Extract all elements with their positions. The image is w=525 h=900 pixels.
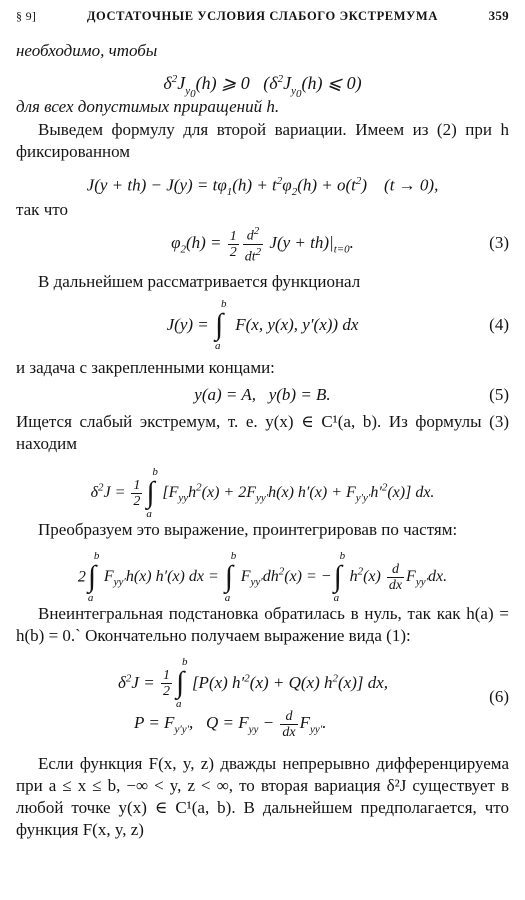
page-number: 359 [488,8,509,23]
equation-6-number: (6) [489,687,509,706]
equation-5: y(a) = A, y(b) = B. (5) [16,381,509,409]
running-title: ДОСТАТОЧНЫЕ УСЛОВИЯ СЛАБОГО ЭКСТРЕМУМА [86,9,438,23]
paragraph-7: Ищется слабый экстремум, т. е. y(x) ∈ C¹(a, b). Из формулы (3) находим [16,412,509,453]
equation-6: $\delta^2J$ = $\frac{1}{2}$ b ∫ a [P(x) $h'^2(x) + Q(x)$ $h^2(x)$] dx, $P = F_{y'y'}$, $Q = F_{yy}$ − $\frac{d}{dx}$ $F_{yy'}$. (6) [118,655,509,740]
paragraph-10: Если функция F(x, y, z) дважды непрерывно дифференцируема при a ≤ x ≤ b, −∞ < y, z < ∞, то вторая вариация δ²J существует в любой точке y(x) ∈ C¹(a, b). В дальнейшем предполагается, что функция F(x, y, z) [16,754,509,839]
equation-integration-by-parts: 2 b ∫ a $F_{yy'}h(x)$ h′(x) dx = b ∫ a $F_{yy'}dh^2(x)$ = − b ∫ a $h^2(x)$ $\frac{d}{dx}$ $F_{yy'}dx$. [77,549,448,604]
equation-3: $\varphi_2(h)$ = $\frac{1}{2}$ $\frac{d^2}{dt^2}$ $J(y + th)|_{t=0}$. (3) [171,224,509,265]
paragraph-5: В дальнейшем рассматривается функционал [38,272,361,291]
paragraph-6: и задача с закрепленными концами: [16,358,275,377]
paragraph-3: Выведем формулу для второй вариации. Имеем из (2) при h фиксированном [16,120,509,161]
paragraph-2: для всех допустимых приращений h. [16,97,280,116]
section-marker: § 9] [16,9,37,23]
equation-second-variation-condition: $\delta^2J_{y_0}(h)$ ⩾ 0 ($\delta^2J_{y_0}(h)$ ⩽ 0) [163,73,362,100]
equation-5-number: (5) [489,385,509,404]
equation-4: J(y) = b ∫ a F(x, y(x), y′(x)) dx (4) [166,298,509,353]
equation-3-number: (3) [489,233,509,252]
paragraph-4: так что [16,200,68,219]
paragraph-9: Внеинтегральная подстановка обратилась в нуль, так как h(a) = h(b) = 0.` Окончательно получаем выражение вида (1): [16,604,509,645]
equation-expansion: $J(y + th) - J(y) = t\varphi_1(h) + t^2\varphi_2(h) + o(t^2)$ (t → 0), [86,175,439,199]
running-header [16,8,509,32]
equation-second-variation: $\delta^2J$ = $\frac{1}{2}$ b ∫ a $[F_{yy}h^2(x) + 2F_{yy'}h(x) h'(x) + F_{y'y'}h'^2(x)]$ dx. [90,465,435,520]
equation-4-number: (4) [489,315,509,334]
paragraph-8: Преобразуем это выражение, проинтегрировав по частям: [38,520,458,539]
paragraph-1: необходимо, чтобы [16,41,158,60]
